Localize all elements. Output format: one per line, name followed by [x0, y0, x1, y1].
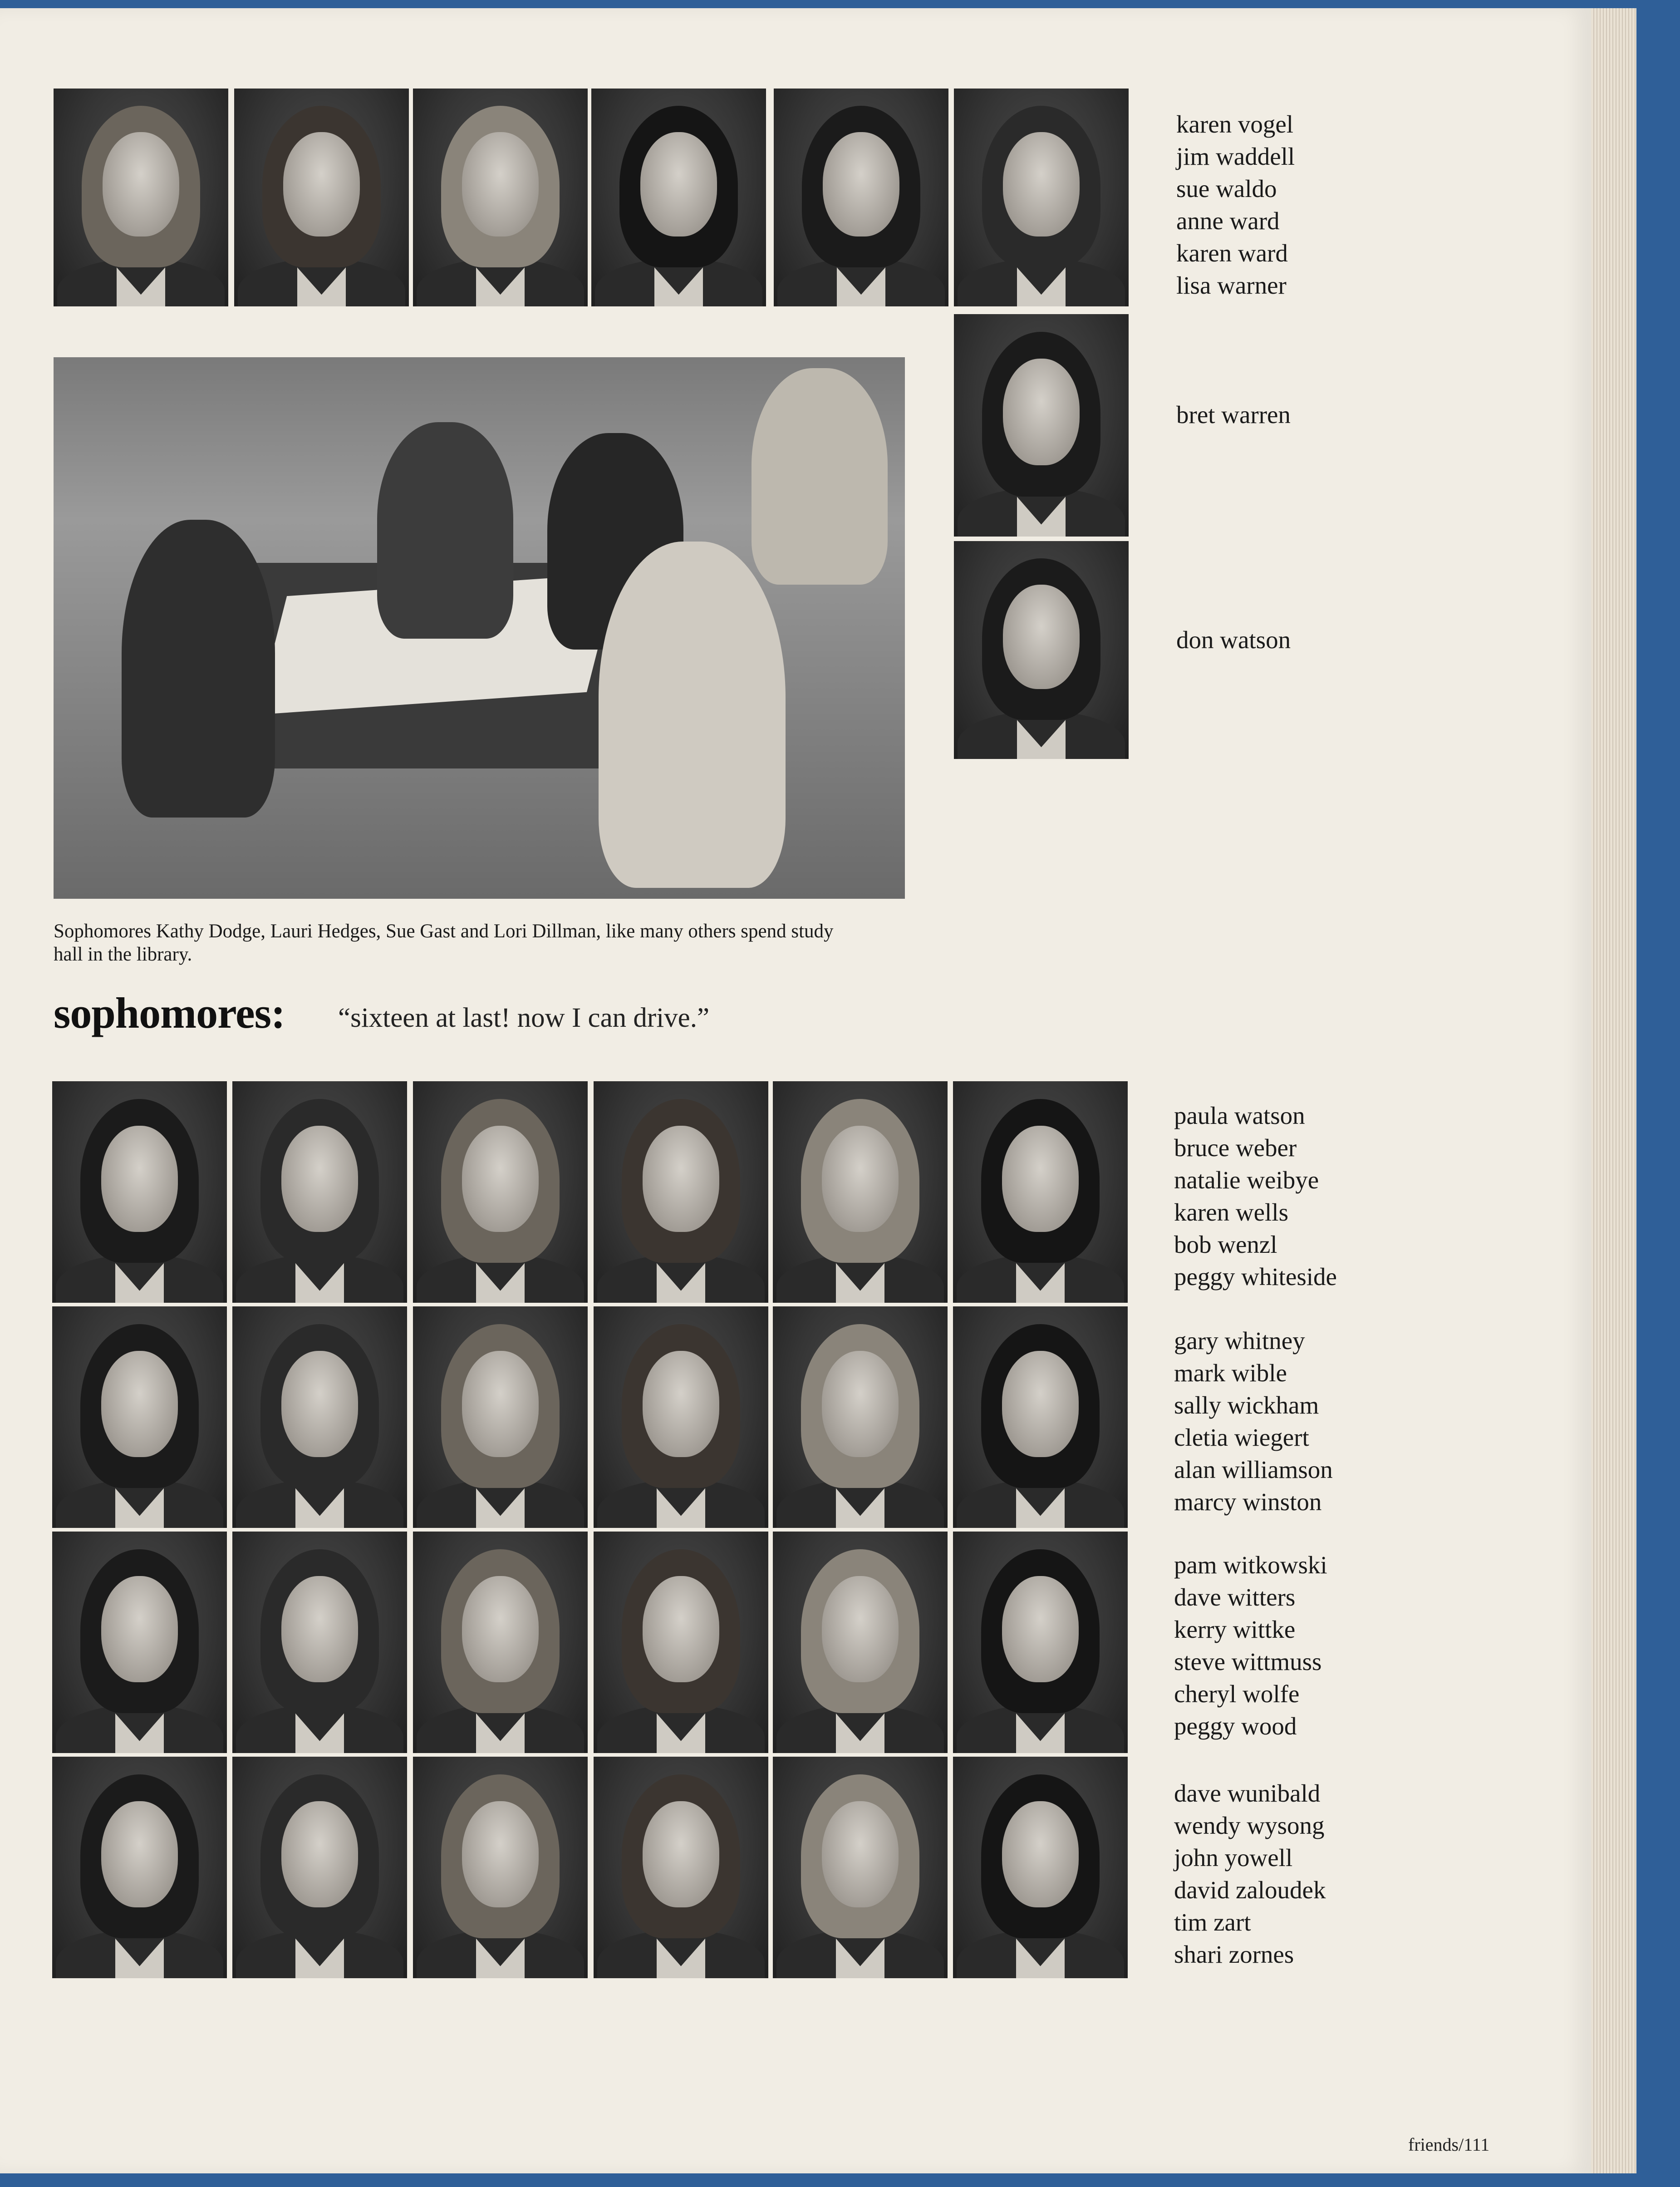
student-name: paula watson — [1174, 1102, 1305, 1129]
portrait-photo — [413, 1306, 588, 1528]
portrait-photo — [413, 89, 588, 306]
student-name: jim waddell — [1176, 143, 1295, 170]
student-name: john yowell — [1174, 1844, 1293, 1872]
grid-name-group-4 — [1174, 1777, 1326, 1970]
student-name: lisa warner — [1176, 271, 1287, 299]
student-name: steve wittmuss — [1174, 1648, 1322, 1675]
portrait-photo — [591, 89, 766, 306]
portrait-photo — [594, 1757, 768, 1978]
section-quote: “sixteen at last! now I can drive.” — [338, 1003, 710, 1033]
student-name: natalie weibye — [1174, 1166, 1319, 1194]
student-name: pam witkowski — [1174, 1551, 1327, 1579]
page-edge — [1591, 8, 1636, 2173]
portrait-photo — [594, 1081, 768, 1303]
portrait-photo — [954, 314, 1129, 537]
student-name: gary whitney — [1174, 1327, 1305, 1355]
portrait-photo — [953, 1306, 1128, 1528]
portrait-photo — [953, 1757, 1128, 1978]
student-name: peggy wood — [1174, 1712, 1297, 1740]
student-name: kerry wittke — [1174, 1616, 1296, 1643]
portrait-photo — [773, 1306, 948, 1528]
portrait-photo — [953, 1081, 1128, 1303]
portrait-photo — [232, 1532, 407, 1753]
section-heading: sophomores: — [54, 989, 285, 1037]
student-name: mark wible — [1174, 1359, 1287, 1387]
portrait-photo — [232, 1306, 407, 1528]
student-name: bret warren — [1176, 401, 1291, 429]
upper-name-list — [1176, 108, 1295, 301]
portrait-photo — [232, 1081, 407, 1303]
portrait-photo — [954, 89, 1129, 306]
student-name: david zaloudek — [1174, 1876, 1326, 1904]
student-name: cletia wiegert — [1174, 1424, 1309, 1451]
grid-name-group-2 — [1174, 1325, 1333, 1518]
portrait-photo — [954, 541, 1129, 759]
portrait-photo — [52, 1532, 227, 1753]
library-study-hall-photo — [54, 357, 905, 899]
portrait-photo — [594, 1532, 768, 1753]
student-name: bob wenzl — [1174, 1231, 1277, 1258]
student-name: alan williamson — [1174, 1456, 1333, 1483]
portrait-photo — [232, 1757, 407, 1978]
portrait-photo — [52, 1757, 227, 1978]
grid-name-group-1 — [1174, 1099, 1337, 1293]
portrait-photo — [413, 1532, 588, 1753]
student-name: tim zart — [1174, 1908, 1251, 1936]
student-name: cheryl wolfe — [1174, 1680, 1300, 1708]
student-name: karen vogel — [1176, 110, 1294, 138]
portrait-photo — [773, 1081, 948, 1303]
student-name: wendy wysong — [1174, 1812, 1325, 1839]
portrait-photo — [54, 89, 228, 306]
student-name: shari zornes — [1174, 1941, 1294, 1968]
student-name: marcy winston — [1174, 1488, 1322, 1516]
portrait-photo — [594, 1306, 768, 1528]
student-name: dave witters — [1174, 1583, 1296, 1611]
portrait-photo — [52, 1306, 227, 1528]
student-name: peggy whiteside — [1174, 1263, 1337, 1291]
student-name: dave wunibald — [1174, 1779, 1321, 1807]
portrait-photo — [52, 1081, 227, 1303]
student-name: bruce weber — [1174, 1134, 1297, 1162]
portrait-photo — [774, 89, 948, 306]
portrait-photo — [953, 1532, 1128, 1753]
portrait-photo — [413, 1081, 588, 1303]
student-name: sally wickham — [1174, 1391, 1319, 1419]
student-name: don watson — [1176, 626, 1291, 654]
portrait-photo — [773, 1757, 948, 1978]
portrait-photo — [234, 89, 409, 306]
student-name: sue waldo — [1176, 175, 1277, 202]
portrait-photo — [773, 1532, 948, 1753]
student-name: anne ward — [1176, 207, 1280, 235]
page-folio: friends/111 — [1408, 2134, 1490, 2155]
student-name: karen wells — [1174, 1198, 1288, 1226]
student-name: karen ward — [1176, 239, 1288, 267]
grid-name-group-3 — [1174, 1549, 1327, 1742]
photo-caption: Sophomores Kathy Dodge, Lauri Hedges, Sue Gast and Lori Dillman, like many others spend study hall in the library. — [54, 921, 834, 965]
portrait-photo — [413, 1757, 588, 1978]
